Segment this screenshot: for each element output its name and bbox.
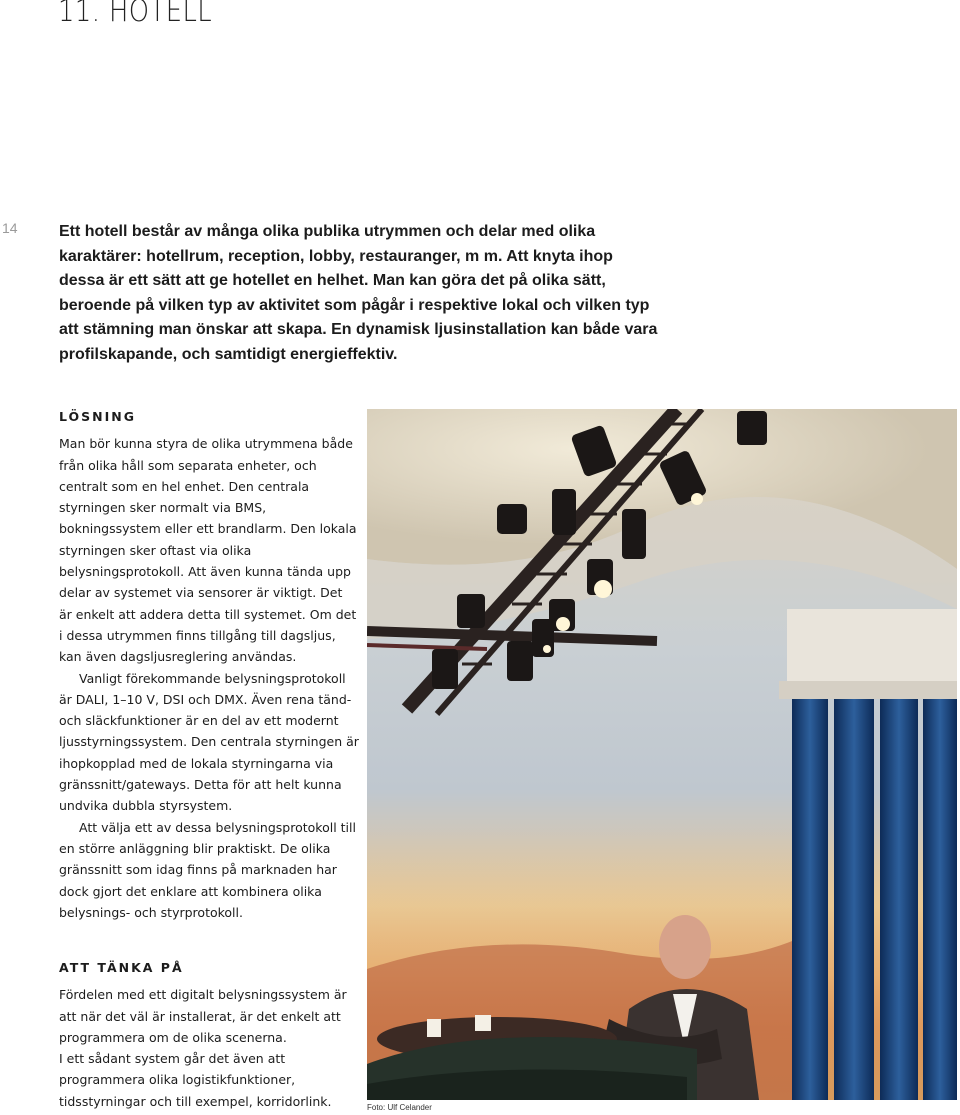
section-losning <box>59 406 359 923</box>
losning-paragraph-2: Vanligt förekommande belysningsprotokoll är DALI, 1–10 V, DSI och DMX. Även rena tänd- och släckfunktioner är en del av ett modernt ljusstyrningssystem. Den centrala styrningen är ihopkopplad med de lokala styrningarna via gränssnitt/gateways. Detta för att helt kunna undvika dubbla styrsystem. <box>59 670 359 814</box>
tanka-paragraph-2: I ett sådant system går det även att programmera olika logistikfunktioner, tidsstyrningar och till exempel, korridorlink. <box>59 1051 332 1109</box>
losning-heading: LÖSNING <box>59 409 136 424</box>
tanka-heading: ATT TÄNKA PÅ <box>59 960 184 975</box>
page-number: 14 <box>2 220 18 236</box>
section-att-tanka-pa <box>59 957 359 1112</box>
losning-paragraph-3: Att välja ett av dessa belysningsprotokoll till en större anläggning blir praktiskt. De olika gränssnitt som idag finns på marknaden har dock gjort det enklare att kombinera olika belysnings- och styrprotokoll. <box>59 819 356 920</box>
hotel-photo-illustration <box>367 409 957 1100</box>
chapter-title: 11. HOTELL <box>58 0 213 29</box>
hotel-photo <box>367 409 957 1100</box>
photo-credit: Foto: Ulf Celander <box>367 1103 432 1112</box>
losning-paragraph-1: Man bör kunna styra de olika utrymmena både från olika håll som separata enheter, och centralt som en hel enhet. Den centrala styrningen sker normalt via BMS, bokningssystem eller ett brandlarm. Den lokala styrningen sker oftast via olika belysningsprotokoll. Att även kunna tända upp delar av systemet via sensorer är viktigt. Det är enkelt att addera detta till systemet. Om det i dessa utrymmen finns tillgång till dagsljus, kan även dagsljusreglering användas. <box>59 436 357 665</box>
intro-paragraph: Ett hotell består av många olika publika utrymmen och delar med olika karaktärer: hotellrum, reception, lobby, restauranger, m m. Att knyta ihop dessa är ett sätt att ge hotellet en helhet. Man kan göra det på olika sätt, beroende på vilken typ av aktivitet som pågår i respektive lokal och vilken typ att stämning man önskar att skapa. En dynamisk ljusinstallation kan både vara profilskapande, och samtidigt energieffektiv. <box>59 223 658 363</box>
tanka-paragraph-1: Fördelen med ett digitalt belysningssystem är att när det väl är installerat, är det enkelt att programmera om de olika scenerna. <box>59 987 347 1045</box>
